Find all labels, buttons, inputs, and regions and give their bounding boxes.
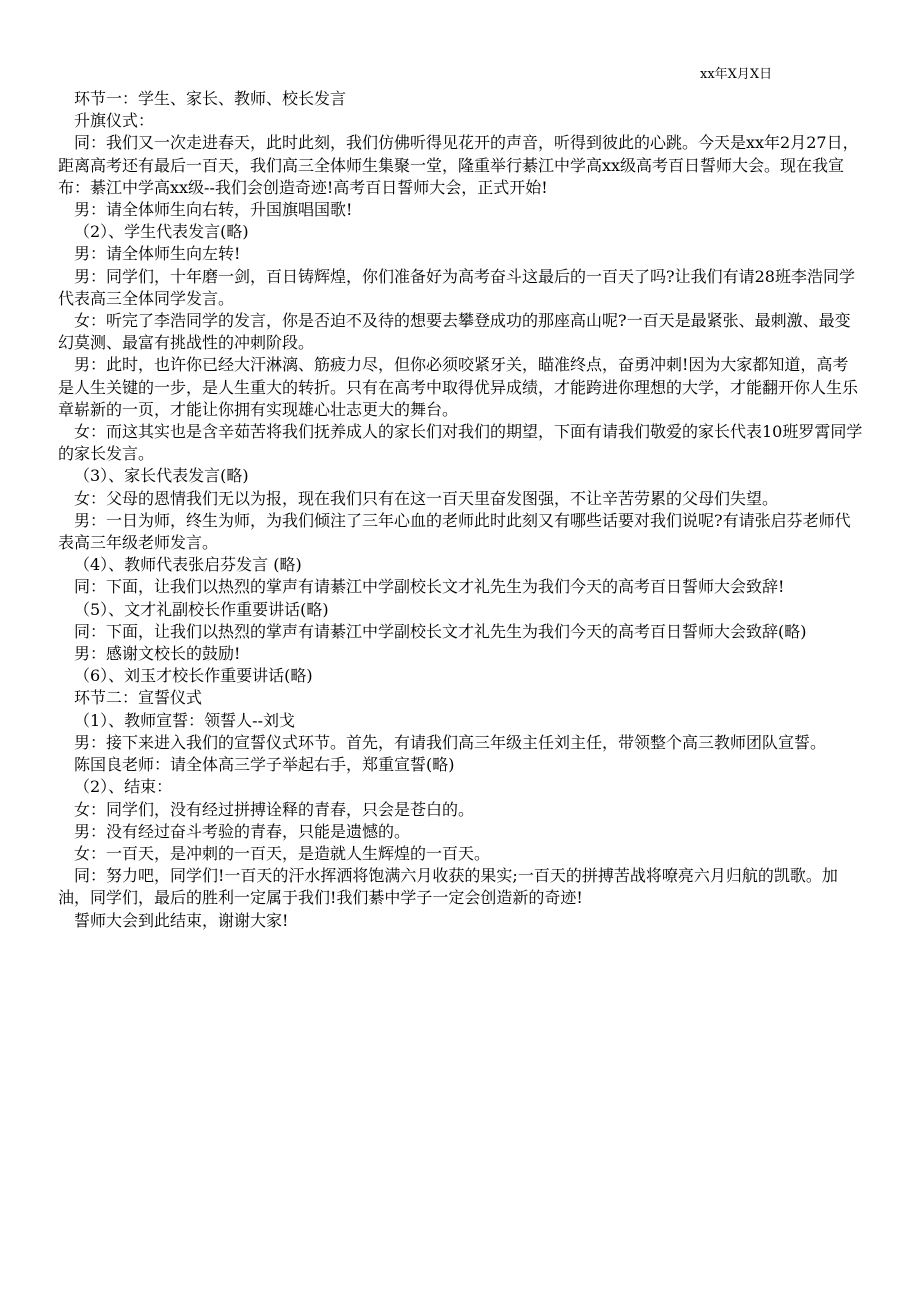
paragraph-oath-intro: 男：接下来进入我们的宣誓仪式环节。首先，有请我们高三年级主任刘主任，带领整个高三教师团队宣誓。 — [74, 732, 827, 752]
item-teacher-speech: （4）、教师代表张启芬发言 (略) — [74, 555, 302, 575]
subheading-flag-ceremony: 升旗仪式： — [74, 111, 155, 131]
paragraph-thanks: 男：感谢文校长的鼓励! — [74, 644, 241, 664]
paragraph-invite-student: 男：同学们，十年磨一剑，百日铸辉煌，你们准备好为高考奋斗这最后的一百天了吗?让我们有请28班李浩同学代表高三全体同学发言。 — [58, 266, 855, 308]
paragraph-invite-vice-principal: 同：下面，让我们以热烈的掌声有请綦江中学副校长文才礼先生为我们今天的高考百日誓师大会致辞! — [74, 577, 785, 597]
paragraph-opening: 同：我们又一次走进春天，此时此刻，我们仿佛听得见花开的声音，听得到彼此的心跳。今天是xx年2月27日，距离高考还有最后一百天，我们高三全体师生集聚一堂，隆重举行綦江中学高xx级高考百日誓师大会。现在我宣布：綦江中学高xx级--我们会创造奇迹!高考百日誓师大会，正式开始! — [58, 133, 859, 197]
item-vice-principal-speech: （5）、文才礼副校长作重要讲话(略) — [74, 599, 329, 619]
item-ending: （2）、结束： — [74, 777, 173, 797]
paragraph-anthem: 男：请全体师生向右转，升国旗唱国歌! — [74, 200, 353, 220]
paragraph-closing: 誓师大会到此结束，谢谢大家! — [74, 910, 289, 930]
section-heading-1: 环节一：学生、家长、教师、校长发言 — [74, 89, 347, 108]
paragraph-turn-left: 男：请全体师生向左转! — [74, 244, 241, 264]
paragraph-ending-4: 同：努力吧，同学们!一百天的汗水挥洒将饱满六月收获的果实;一百天的拼搏苦战将嘹亮六月归航的凯歌。加油，同学们，最后的胜利一定属于我们!我们綦中学子一定会创造新的奇迹! — [58, 866, 838, 908]
paragraph-invite-teacher: 男：一日为师，终生为师，为我们倾注了三年心血的老师此时此刻又有哪些话要对我们说呢?有请张启芬老师代表高三年级老师发言。 — [58, 510, 851, 553]
paragraph-ending-3: 女：一百天，是冲刺的一百天，是造就人生辉煌的一百天。 — [74, 843, 491, 863]
paragraph-student-oath: 陈国良老师：请全体高三学子举起右手，郑重宣誓(略) — [74, 755, 455, 775]
section-heading-2: 环节二：宣誓仪式 — [74, 688, 203, 708]
paragraph-after-student: 女：听完了李浩同学的发言，你是否迫不及待的想要去攀登成功的那座高山呢?一百天是最紧张、最刺激、最变幻莫测、最富有挑战性的冲刺阶段。 — [58, 311, 851, 353]
paragraph-sprint: 男：此时，也许你已经大汗淋漓、筋疲力尽，但你必须咬紧牙关，瞄准终点，奋勇冲刺!因为大家都知道，高考是人生关键的一步，是人生重大的转折。只有在高考中取得优异成绩，才能跨进你理想的大学，才能翻开你人生乐章崭新的一页，才能让你拥有实现雄心壮志更大的舞台。 — [58, 355, 859, 419]
item-parent-speech: （3）、家长代表发言(略) — [74, 466, 249, 486]
paragraph-invite-vice-principal-2: 同：下面，让我们以热烈的掌声有请綦江中学副校长文才礼先生为我们今天的高考百日誓师大会致辞(略) — [74, 621, 807, 641]
item-teacher-oath: （1）、教师宣誓：领誓人--刘戈 — [74, 710, 295, 730]
paragraph-ending-1: 女：同学们，没有经过拼搏诠释的青春，只会是苍白的。 — [74, 799, 475, 819]
document-body — [58, 88, 864, 932]
item-principal-speech: （6）、刘玉才校长作重要讲话(略) — [74, 666, 313, 686]
header-date: xx年X月X日 — [700, 67, 773, 82]
paragraph-parents-grace: 女：父母的恩情我们无以为报，现在我们只有在这一百天里奋发图强，不让辛苦劳累的父母们失望。 — [74, 488, 779, 508]
paragraph-ending-2: 男：没有经过奋斗考验的青春，只能是遗憾的。 — [74, 821, 411, 841]
paragraph-invite-parent: 女：而这其实也是含辛茹苦将我们抚养成人的家长们对我们的期望，下面有请我们敬爱的家长代表10班罗霄同学的家长发言。 — [58, 422, 863, 464]
item-student-speech: （2）、学生代表发言(略) — [74, 222, 249, 242]
